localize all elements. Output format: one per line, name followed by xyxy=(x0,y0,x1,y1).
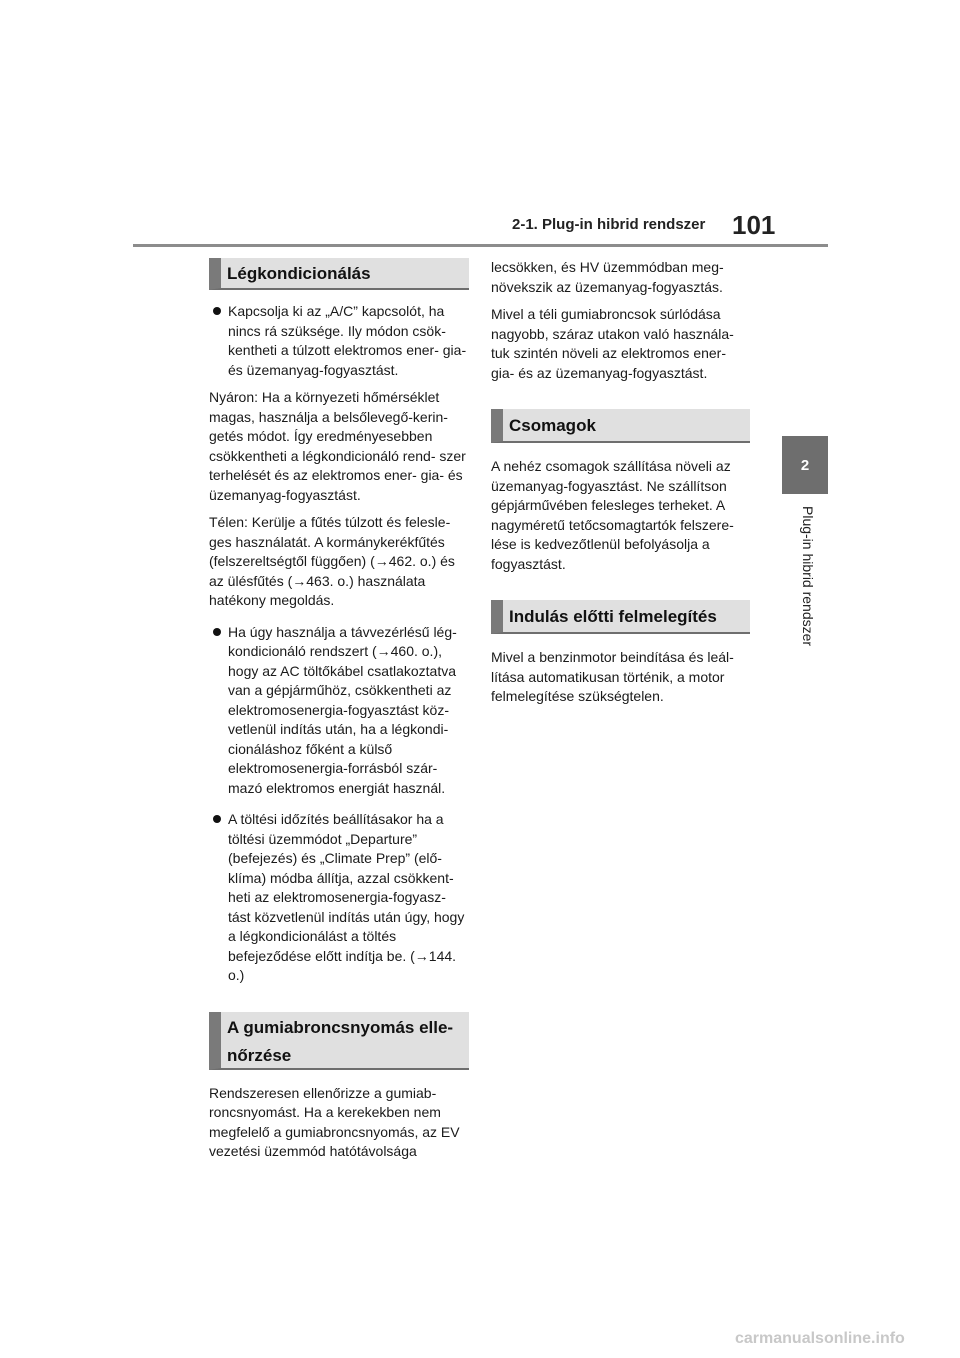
heading-tire-pressure: A gumiabroncsnyomás elle- nőrzése xyxy=(209,1012,469,1070)
bullet-item xyxy=(209,623,469,799)
left-column xyxy=(209,258,469,1162)
heading-air-conditioning: Légkondicionálás xyxy=(209,258,469,290)
header-divider xyxy=(133,244,828,247)
right-column xyxy=(491,258,750,707)
bullet-item xyxy=(209,302,469,380)
bullet-dot-icon xyxy=(213,815,221,823)
paragraph-luggage: A nehéz csomagok szállítása növeli az üzemanyag-fogyasztást. Ne szállítson gépjárművében felesleges terheket. A nagyméretű tetőcsomagtartók felszere- lése is kedvezőtlenül befolyásolja a fogyasztást. xyxy=(491,458,734,572)
bullet-dot-icon xyxy=(213,628,221,636)
heading-warm-up: Indulás előtti felmelegítés xyxy=(491,600,750,634)
bullet-dot-icon xyxy=(213,307,221,315)
page-number: 101 xyxy=(732,210,776,240)
paragraph-warm-up: Mivel a benzinmotor beindítása és leál- lítása automatikusan történik, a motor felmelegítése szükségtelen. xyxy=(491,649,734,704)
bullet-text: Kapcsolja ki az „A/C” kapcsolót, ha nincs rá szüksége. Ily módon csök- kentheti a túlzott elektromos ener- gia- és üzemanyag-fogyasztást. xyxy=(228,303,467,378)
paragraph-tire-continued: lecsökken, és HV üzemmódban meg- növekszik az üzemanyag-fogyasztás. xyxy=(491,259,724,295)
paragraph-winter-tires: Mivel a téli gumiabroncsok súrlódása nagyobb, száraz utakon való használa- tuk szintén növeli az elektromos ener- gia- és az üzemanyag-fogyasztást. xyxy=(491,306,734,381)
heading-luggage: Csomagok xyxy=(491,409,750,443)
paragraph-winter: Télen: Kerülje a fűtés túlzott és felesle- ges használatát. A kormánykerékfűtés (felszereltségtől függően) (→462. o.) és az ülésfűtés (→463. o.) használata hatékony megoldás. xyxy=(209,514,455,608)
bullet-item xyxy=(209,810,469,986)
chapter-tab-label: Plug-in hibrid rendszer xyxy=(800,506,816,647)
bullet-text: A töltési időzítés beállításakor ha a töltési üzemmódot „Departure” (befejezés) és „Climate Prep” (elő- klíma) módba állítja, azzal csökkent- heti az elektromosenergia-fogyasz- tást közvetlenül indítás után úgy, hogy a légkondicionálást a töltés befejeződése előtt indítja be. (→144. o.) xyxy=(228,811,465,983)
paragraph-tire-pressure: Rendszeresen ellenőrizze a gumiab- roncsnyomást. Ha a kerekekben nem megfelelő a gumiabroncsnyomás, az EV vezetési üzemmód hatótávolsága xyxy=(209,1084,460,1159)
paragraph-summer: Nyáron: Ha a környezeti hőmérséklet magas, használja a belsőlevegő-kerin- getés módot. Így eredményesebben csökkentheti a légkondicionáló rend- szer terhelését és az elektromos ener- gia- és üzemanyag-fogyasztást. xyxy=(209,389,466,503)
chapter-tab: 2 xyxy=(782,436,828,494)
watermark: carmanualsonline.info xyxy=(735,1330,905,1347)
bullet-text: Ha úgy használja a távvezérlésű lég- kondicionáló rendszert (→460. o.), hogy az AC töltőkábel csatlakoztatva van a gépjárműhöz, csökkentheti az elektromosenergia-fogyasztást köz- vetlenül indítás után, ha a légkondi- cionáláshoz főként a külső elektromosenergia-forrásból szár- mazó elektromos energiát használ. xyxy=(228,623,457,796)
section-title: 2-1. Plug-in hibrid rendszer xyxy=(512,216,706,233)
